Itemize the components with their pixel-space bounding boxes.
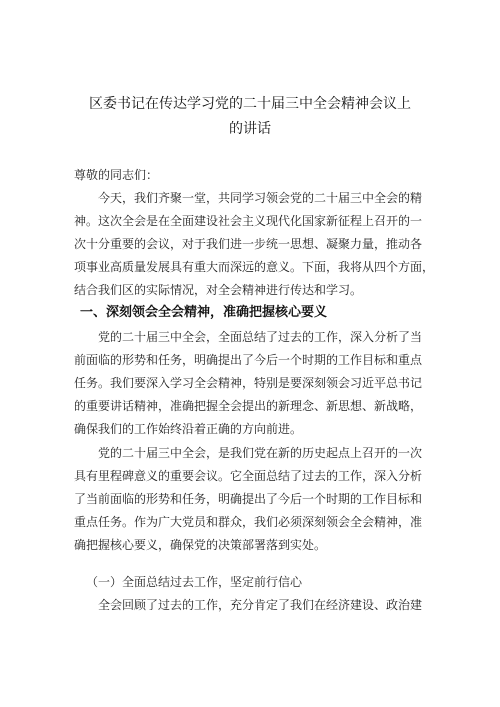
- intro-line: 今天，我们齐聚一堂，共同学习领会党的二十届三中全会的精: [98, 191, 423, 205]
- section1-para2-line: 具有里程碑意义的重要会议。它全面总结了过去的工作，深入分析: [74, 469, 423, 483]
- document-title-line-2: 的讲话: [229, 121, 271, 137]
- section1-para1-line: 的重要讲话精神，准确把握全会提出的新理念、新思想、新战略，: [74, 399, 423, 413]
- document-title-line-1: 区委书记在传达学习党的二十届三中全会精神会议上: [89, 96, 411, 112]
- subsection1-para-line: 全会回顾了过去的工作，充分肯定了我们在经济建设、政治建: [98, 598, 423, 612]
- intro-line: 项事业高质量发展具有重大而深远的意义。下面，我将从四个方面，: [74, 260, 435, 274]
- intro-line: 神。这次全会是在全面建设社会主义现代化国家新征程上召开的一: [74, 214, 423, 228]
- subsection-heading-1: （一）全面总结过去工作，坚定前行信心: [86, 575, 303, 589]
- salutation: 尊敬的同志们：: [74, 168, 159, 182]
- intro-line: 结合我们区的实际情况，对全会精神进行传达和学习。: [74, 283, 363, 297]
- section1-para2-line: 重点任务。作为广大党员和群众，我们必须深刻领会全会精神，准: [74, 515, 423, 529]
- intro-line: 次十分重要的会议，对于我们进一步统一思想、凝聚力量，推动各: [74, 237, 423, 251]
- section1-para2-line: 了当前面临的形势和任务，明确提出了今后一个时期的工作目标和: [74, 492, 423, 506]
- section1-para2-line: 党的二十届三中全会，是我们党在新的历史起点上召开的一次: [98, 446, 423, 460]
- section1-para1-line: 前面临的形势和任务，明确提出了今后一个时期的工作目标和重点: [74, 353, 423, 367]
- section1-para1-line: 任务。我们要深入学习全会精神，特别是要深刻领会习近平总书记: [74, 376, 423, 390]
- section1-para2-line: 确把握核心要义，确保党的决策部署落到实处。: [74, 538, 327, 552]
- section-heading-1: 一、深刻领会全会精神，准确把握核心要义: [80, 305, 328, 320]
- section1-para1-line: 确保我们的工作始终沿着正确的方向前进。: [74, 422, 303, 436]
- section1-para1-line: 党的二十届三中全会，全面总结了过去的工作，深入分析了当: [98, 330, 423, 344]
